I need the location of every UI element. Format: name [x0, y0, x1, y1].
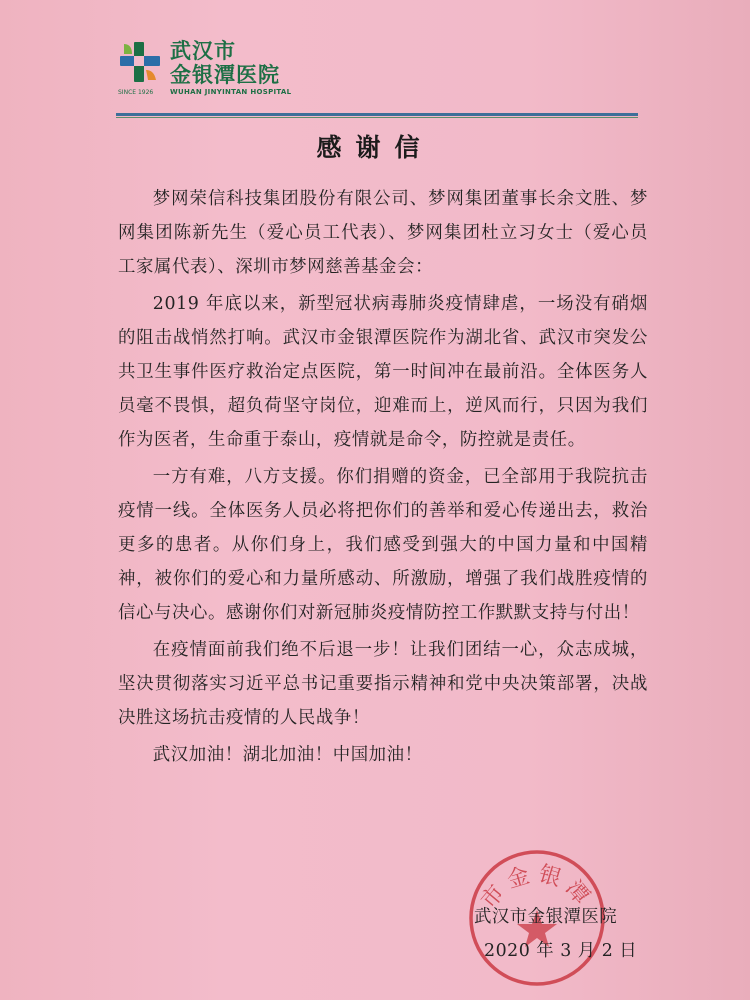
signature-name: 武汉市金银潭医院: [474, 907, 618, 927]
paragraph-3: 在疫情面前我们绝不后退一步！让我们团结一心，众志成城，坚决贯彻落实习近平总书记重要指示精神和党中央决策部署，决战决胜这场抗击疫情的人民战争！: [118, 640, 648, 728]
seal-text: 市金银潭: [476, 861, 598, 914]
paragraph-2: 一方有难，八方支援。你们捐赠的资金，已全部用于我院抗击疫情一线。全体医务人员必将把你们的善举和爱心传递出去，救治更多的患者。从你们身上，我们感受到强大的中国力量和中国精神，被你们的爱心和力量所感动、所激励，增强了我们战胜疫情的信心与决心。感谢你们对新冠肺炎疫情防控工作默默支持与付出！: [118, 467, 648, 623]
signature-block: [474, 900, 654, 968]
hospital-logo: [118, 38, 318, 100]
letter-body: [118, 182, 648, 775]
header-rule-thin: [116, 117, 638, 118]
letter-title: 感谢信: [316, 133, 434, 162]
logo-name-line1: 武汉市: [170, 39, 236, 63]
header-rule: [116, 113, 638, 116]
logo-since: SINCE 1926: [118, 89, 154, 96]
addressee: 梦网荣信科技集团股份有限公司、梦网集团董事长余文胜、梦网集团陈新先生（爱心员工代表）、梦网集团杜立习女士（爱心员工家属代表）、深圳市梦网慈善基金会：: [118, 189, 648, 277]
hospital-cross-icon: [118, 40, 162, 84]
paragraph-4: 武汉加油！湖北加油！中国加油！: [152, 745, 423, 765]
logo-english-name: WUHAN JINYINTAN HOSPITAL: [170, 88, 292, 96]
signature-date: 2020 年 3 月 2 日: [484, 941, 638, 961]
logo-name-line2: 金银潭医院: [170, 63, 280, 87]
paragraph-1: 2019 年底以来，新型冠状病毒肺炎疫情肆虐，一场没有硝烟的阻击战悄然打响。武汉市金银潭医院作为湖北省、武汉市突发公共卫生事件医疗救治定点医院，第一时间冲在最前沿。全体医务人员毫不畏惧，超负荷坚守岗位，迎难而上，逆风而行，只因为我们作为医者，生命重于泰山，疫情就是命令，防控就是责任。: [118, 294, 648, 450]
